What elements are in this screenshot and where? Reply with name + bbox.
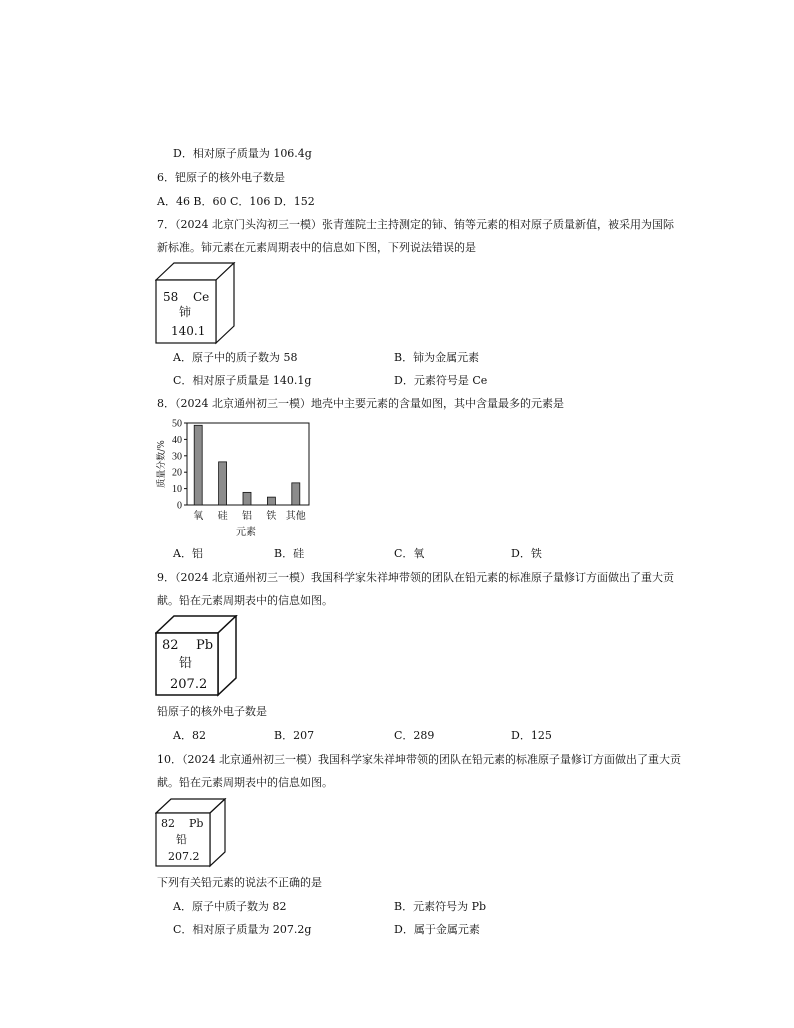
q10-option-c: C．相对原子质量为 207.2g — [173, 923, 312, 936]
q9-option-a: A．82 — [173, 729, 206, 742]
q8-stem: 8．（2024 北京通州初三一模）地壳中主要元素的含量如图，其中含量最多的元素是 — [157, 397, 564, 410]
x-tick-label: 铝 — [242, 511, 252, 522]
q10-atomic-mass: 207.2 — [168, 850, 200, 863]
q5-option-d: D．相对原子质量为 106.4g — [173, 147, 312, 160]
q10-element-symbol: Pb — [189, 817, 204, 830]
q7-atomic-mass: 140.1 — [171, 324, 206, 338]
q7-element-symbol: Ce — [193, 290, 210, 304]
q8-option-c: C．氧 — [394, 547, 425, 560]
bar-3 — [267, 497, 275, 505]
q9-element-card — [155, 615, 239, 697]
x-tick-label: 硅 — [217, 511, 228, 522]
q7-option-c: C．相对原子质量是 140.1g — [173, 374, 312, 387]
y-axis-label: 质量分数/% — [157, 440, 167, 488]
q9-stem-line1: 9．（2024 北京通州初三一模）我国科学家朱祥坤带领的团队在铅元素的标准原子量修订方面做出了重大贡 — [157, 571, 674, 584]
y-tick-label: 40 — [172, 434, 182, 446]
q8-option-a: A．铝 — [173, 547, 203, 560]
q10-option-a: A．原子中质子数为 82 — [173, 900, 287, 913]
q10-option-b: B．元素符号为 Pb — [394, 900, 487, 913]
y-tick-label: 50 — [172, 418, 182, 430]
q8-option-b: B．硅 — [274, 547, 305, 560]
q10-element-name: 铅 — [176, 833, 187, 846]
q9-element-name: 铅 — [179, 656, 193, 671]
q10-stem-line1: 10．（2024 北京通州初三一模）我国科学家朱祥坤带领的团队在铅元素的标准原子量修订方面做出了重大贡 — [157, 753, 681, 766]
q9-option-b: B．207 — [274, 729, 315, 742]
q9-atomic-mass: 207.2 — [170, 677, 208, 692]
q7-stem-line1: 7．（2024 北京门头沟初三一模）张青莲院士主持测定的铈、铕等元素的相对原子质量新值，被采用为国际 — [157, 218, 674, 231]
q9-question: 铅原子的核外电子数是 — [157, 705, 267, 718]
x-tick-label: 铁 — [266, 511, 277, 522]
y-tick-label: 10 — [172, 484, 182, 496]
q7-option-a: A．原子中的质子数为 58 — [173, 351, 298, 364]
q7-stem-line2: 新标准。铈元素在元素周期表中的信息如下图，下列说法错误的是 — [157, 241, 476, 254]
x-tick-label: 其他 — [285, 511, 306, 522]
q10-atomic-number: 82 — [161, 817, 175, 830]
crust-element-chart — [150, 418, 320, 544]
bar-2 — [243, 492, 251, 505]
q7-option-d: D．元素符号是 Ce — [394, 374, 488, 387]
q9-stem-line2: 献。铅在元素周期表中的信息如图。 — [157, 594, 333, 607]
x-axis-label: 元素 — [236, 527, 256, 538]
q9-atomic-number: 82 — [162, 638, 179, 653]
q7-atomic-number: 58 — [163, 290, 179, 304]
q6-stem: 6．钯原子的核外电子数是 — [157, 171, 285, 184]
q10-element-card — [155, 798, 227, 868]
y-tick-label: 0 — [177, 500, 182, 512]
bar-0 — [194, 425, 202, 505]
q10-question: 下列有关铅元素的说法不正确的是 — [157, 876, 322, 889]
q9-option-c: C．289 — [394, 729, 435, 742]
q8-option-d: D．铁 — [511, 547, 542, 560]
bar-chart-svg — [150, 418, 320, 544]
bar-4 — [292, 483, 300, 505]
q10-option-d: D．属于金属元素 — [394, 923, 480, 936]
q10-stem-line2: 献。铅在元素周期表中的信息如图。 — [157, 776, 333, 789]
y-tick-label: 30 — [172, 451, 182, 463]
x-tick-label: 氧 — [193, 511, 204, 522]
q9-option-d: D．125 — [511, 729, 552, 742]
y-tick-label: 20 — [172, 467, 182, 479]
q7-element-name: 铈 — [179, 305, 192, 319]
q6-options: A．46 B．60 C．106 D．152 — [157, 195, 315, 208]
q9-element-symbol: Pb — [196, 638, 214, 653]
q7-option-b: B．铈为金属元素 — [394, 351, 480, 364]
bar-1 — [219, 462, 227, 505]
q7-element-card — [155, 262, 237, 346]
